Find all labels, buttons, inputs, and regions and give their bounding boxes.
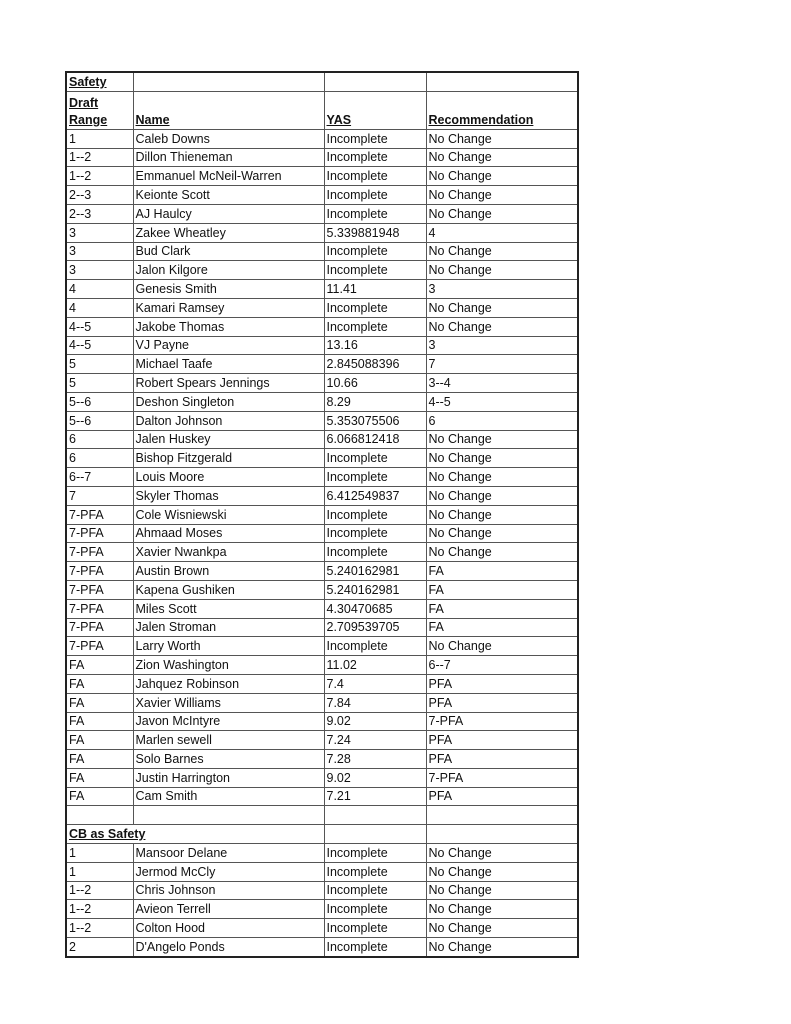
table-row: [66, 204, 578, 223]
table-row: [66, 468, 578, 487]
yas-cell: 5.240162981: [324, 580, 426, 599]
draft-range-cell: 3: [66, 242, 133, 261]
player-name-cell: Genesis Smith: [133, 280, 324, 299]
draft-range-cell: 7-PFA: [66, 562, 133, 581]
yas-cell: Incomplete: [324, 505, 426, 524]
table-row: [66, 242, 578, 261]
player-name-cell: VJ Payne: [133, 336, 324, 355]
table-row: [66, 618, 578, 637]
section-title: Safety: [66, 72, 133, 91]
recommendation-cell: No Change: [426, 261, 578, 280]
table-row: [66, 374, 578, 393]
player-name-cell: Bishop Fitzgerald: [133, 449, 324, 468]
player-name-cell: Louis Moore: [133, 468, 324, 487]
yas-cell: Incomplete: [324, 862, 426, 881]
player-name-cell: Xavier Williams: [133, 693, 324, 712]
recommendation-cell: FA: [426, 562, 578, 581]
player-name-cell: Skyler Thomas: [133, 486, 324, 505]
table-row: [66, 317, 578, 336]
recommendation-cell: FA: [426, 618, 578, 637]
draft-range-cell: FA: [66, 712, 133, 731]
yas-cell: Incomplete: [324, 938, 426, 957]
table-row: [66, 129, 578, 148]
table-row: [66, 261, 578, 280]
table-row: [66, 355, 578, 374]
empty-cell: [324, 72, 426, 91]
empty-cell: [133, 806, 324, 825]
draft-range-cell: FA: [66, 768, 133, 787]
recommendation-cell: No Change: [426, 317, 578, 336]
player-name-cell: Justin Harrington: [133, 768, 324, 787]
draft-range-cell: 1: [66, 129, 133, 148]
yas-cell: 9.02: [324, 712, 426, 731]
empty-cell: [324, 825, 426, 844]
yas-cell: 5.339881948: [324, 223, 426, 242]
player-name-cell: Austin Brown: [133, 562, 324, 581]
recommendation-cell: No Change: [426, 524, 578, 543]
yas-cell: 7.4: [324, 674, 426, 693]
recommendation-cell: No Change: [426, 862, 578, 881]
draft-range-cell: 5: [66, 374, 133, 393]
player-name-cell: Solo Barnes: [133, 750, 324, 769]
draft-range-cell: 7-PFA: [66, 580, 133, 599]
draft-range-cell: 4--5: [66, 317, 133, 336]
recommendation-cell: No Change: [426, 637, 578, 656]
yas-cell: Incomplete: [324, 637, 426, 656]
draft-range-cell: 2: [66, 938, 133, 957]
recommendation-cell: 6: [426, 411, 578, 430]
table-row: [66, 505, 578, 524]
recommendation-cell: No Change: [426, 543, 578, 562]
player-name-cell: Kamari Ramsey: [133, 298, 324, 317]
yas-cell: Incomplete: [324, 261, 426, 280]
table-row: [66, 449, 578, 468]
player-name-cell: Jakobe Thomas: [133, 317, 324, 336]
yas-cell: Incomplete: [324, 844, 426, 863]
table-row: [66, 938, 578, 957]
cb-section-title: CB as Safety: [66, 825, 324, 844]
recommendation-cell: No Change: [426, 167, 578, 186]
table-row: [66, 750, 578, 769]
table-row: [66, 919, 578, 938]
table-row: [66, 280, 578, 299]
player-name-cell: Avieon Terrell: [133, 900, 324, 919]
recommendation-cell: FA: [426, 599, 578, 618]
player-name-cell: AJ Haulcy: [133, 204, 324, 223]
recommendation-cell: 3--4: [426, 374, 578, 393]
recommendation-cell: 4--5: [426, 392, 578, 411]
draft-range-cell: FA: [66, 750, 133, 769]
empty-cell: [133, 72, 324, 91]
draft-range-cell: 6--7: [66, 468, 133, 487]
player-name-cell: Marlen sewell: [133, 731, 324, 750]
table-row: [66, 693, 578, 712]
table-row: [66, 392, 578, 411]
player-name-cell: Caleb Downs: [133, 129, 324, 148]
empty-cell: [426, 806, 578, 825]
yas-cell: 7.24: [324, 731, 426, 750]
yas-cell: Incomplete: [324, 242, 426, 261]
player-name-cell: Cam Smith: [133, 787, 324, 806]
draft-range-cell: 3: [66, 261, 133, 280]
recommendation-cell: No Change: [426, 430, 578, 449]
recommendation-cell: No Change: [426, 298, 578, 317]
recommendation-cell: FA: [426, 580, 578, 599]
draft-range-cell: 1: [66, 844, 133, 863]
yas-cell: 5.240162981: [324, 562, 426, 581]
table-row: [66, 881, 578, 900]
player-name-cell: Miles Scott: [133, 599, 324, 618]
recommendation-cell: No Change: [426, 449, 578, 468]
draft-range-cell: 7: [66, 486, 133, 505]
draft-range-cell: 2--3: [66, 204, 133, 223]
yas-cell: Incomplete: [324, 167, 426, 186]
recommendation-cell: No Change: [426, 938, 578, 957]
yas-cell: 13.16: [324, 336, 426, 355]
yas-cell: 7.21: [324, 787, 426, 806]
draft-range-cell: 4: [66, 280, 133, 299]
yas-cell: Incomplete: [324, 543, 426, 562]
table-row: [66, 862, 578, 881]
header-recommendation: Recommendation: [426, 91, 578, 129]
player-name-cell: Mansoor Delane: [133, 844, 324, 863]
table-row: [66, 562, 578, 581]
empty-cell: [66, 806, 133, 825]
recommendation-cell: 7-PFA: [426, 768, 578, 787]
player-name-cell: Dalton Johnson: [133, 411, 324, 430]
recommendation-cell: PFA: [426, 731, 578, 750]
draft-range-cell: 1--2: [66, 919, 133, 938]
draft-range-cell: 5--6: [66, 392, 133, 411]
player-name-cell: Zakee Wheatley: [133, 223, 324, 242]
draft-range-cell: 7-PFA: [66, 524, 133, 543]
yas-cell: Incomplete: [324, 204, 426, 223]
table-row: [66, 411, 578, 430]
draft-range-cell: FA: [66, 731, 133, 750]
yas-cell: Incomplete: [324, 449, 426, 468]
yas-cell: Incomplete: [324, 186, 426, 205]
yas-cell: 7.84: [324, 693, 426, 712]
recommendation-cell: No Change: [426, 844, 578, 863]
player-name-cell: Bud Clark: [133, 242, 324, 261]
empty-cell: [426, 825, 578, 844]
recommendation-cell: No Change: [426, 505, 578, 524]
recommendation-cell: 7: [426, 355, 578, 374]
table-row: [66, 712, 578, 731]
player-name-cell: Larry Worth: [133, 637, 324, 656]
draft-range-cell: FA: [66, 787, 133, 806]
player-name-cell: Jalen Stroman: [133, 618, 324, 637]
player-name-cell: Jalen Huskey: [133, 430, 324, 449]
yas-cell: Incomplete: [324, 468, 426, 487]
recommendation-cell: PFA: [426, 674, 578, 693]
recommendation-cell: 7-PFA: [426, 712, 578, 731]
player-name-cell: D'Angelo Ponds: [133, 938, 324, 957]
player-name-cell: Dillon Thieneman: [133, 148, 324, 167]
draft-range-cell: 3: [66, 223, 133, 242]
header-draft-line1: Draft: [69, 95, 99, 110]
recommendation-cell: PFA: [426, 693, 578, 712]
yas-cell: 10.66: [324, 374, 426, 393]
player-name-cell: Keionte Scott: [133, 186, 324, 205]
yas-cell: 11.02: [324, 656, 426, 675]
draft-range-cell: 1--2: [66, 900, 133, 919]
draft-range-cell: 1--2: [66, 148, 133, 167]
player-name-cell: Xavier Nwankpa: [133, 543, 324, 562]
yas-cell: 6.412549837: [324, 486, 426, 505]
table-row: [66, 223, 578, 242]
yas-cell: Incomplete: [324, 129, 426, 148]
header-draft-line2: Range: [69, 112, 108, 127]
yas-cell: 4.30470685: [324, 599, 426, 618]
player-name-cell: Deshon Singleton: [133, 392, 324, 411]
draft-range-cell: FA: [66, 656, 133, 675]
table-row: [66, 674, 578, 693]
yas-cell: 5.353075506: [324, 411, 426, 430]
draft-range-cell: 7-PFA: [66, 543, 133, 562]
draft-range-cell: 7-PFA: [66, 637, 133, 656]
table-row: [66, 580, 578, 599]
recommendation-cell: 3: [426, 336, 578, 355]
yas-cell: Incomplete: [324, 148, 426, 167]
player-name-cell: Emmanuel McNeil-Warren: [133, 167, 324, 186]
recommendation-cell: No Change: [426, 148, 578, 167]
yas-cell: 2.845088396: [324, 355, 426, 374]
recommendation-cell: 4: [426, 223, 578, 242]
recommendation-cell: PFA: [426, 750, 578, 769]
table-row: [66, 167, 578, 186]
yas-cell: 6.066812418: [324, 430, 426, 449]
player-name-cell: Jalon Kilgore: [133, 261, 324, 280]
recommendation-cell: 6--7: [426, 656, 578, 675]
recommendation-cell: No Change: [426, 129, 578, 148]
recommendation-cell: No Change: [426, 881, 578, 900]
yas-cell: 2.709539705: [324, 618, 426, 637]
table-row: [66, 336, 578, 355]
recommendation-cell: No Change: [426, 468, 578, 487]
draft-range-cell: 2--3: [66, 186, 133, 205]
yas-cell: Incomplete: [324, 919, 426, 938]
draft-range-cell: 7-PFA: [66, 505, 133, 524]
table-row: [66, 637, 578, 656]
player-name-cell: Colton Hood: [133, 919, 324, 938]
table-row: [66, 186, 578, 205]
header-draft-range: [66, 91, 133, 129]
safety-table: [65, 71, 579, 958]
draft-range-cell: 7-PFA: [66, 599, 133, 618]
draft-range-cell: 1--2: [66, 167, 133, 186]
yas-cell: 8.29: [324, 392, 426, 411]
empty-cell: [324, 806, 426, 825]
player-name-cell: Javon McIntyre: [133, 712, 324, 731]
draft-range-cell: 6: [66, 430, 133, 449]
player-name-cell: Michael Taafe: [133, 355, 324, 374]
recommendation-cell: No Change: [426, 204, 578, 223]
table-row: [66, 543, 578, 562]
draft-range-cell: 1: [66, 862, 133, 881]
header-yas: YAS: [324, 91, 426, 129]
header-row: [66, 91, 578, 129]
table-row: [66, 430, 578, 449]
table-row: [66, 298, 578, 317]
header-name: Name: [133, 91, 324, 129]
table-row: [66, 524, 578, 543]
table-row: [66, 844, 578, 863]
table-row: [66, 656, 578, 675]
draft-range-cell: 7-PFA: [66, 618, 133, 637]
player-name-cell: Kapena Gushiken: [133, 580, 324, 599]
table-row: [66, 768, 578, 787]
draft-range-cell: 5: [66, 355, 133, 374]
draft-range-cell: 1--2: [66, 881, 133, 900]
table-row: [66, 900, 578, 919]
recommendation-cell: No Change: [426, 186, 578, 205]
draft-range-cell: FA: [66, 693, 133, 712]
draft-range-cell: 4: [66, 298, 133, 317]
yas-cell: Incomplete: [324, 900, 426, 919]
recommendation-cell: No Change: [426, 242, 578, 261]
table-row: [66, 148, 578, 167]
empty-cell: [426, 72, 578, 91]
yas-cell: 7.28: [324, 750, 426, 769]
draft-range-cell: 6: [66, 449, 133, 468]
yas-cell: Incomplete: [324, 524, 426, 543]
empty-row: [66, 806, 578, 825]
player-name-cell: Chris Johnson: [133, 881, 324, 900]
player-name-cell: Ahmaad Moses: [133, 524, 324, 543]
yas-cell: Incomplete: [324, 881, 426, 900]
table-row: [66, 599, 578, 618]
yas-cell: 11.41: [324, 280, 426, 299]
player-name-cell: Robert Spears Jennings: [133, 374, 324, 393]
recommendation-cell: No Change: [426, 900, 578, 919]
table-row: [66, 486, 578, 505]
yas-cell: Incomplete: [324, 298, 426, 317]
recommendation-cell: PFA: [426, 787, 578, 806]
table-row: [66, 731, 578, 750]
table-row: [66, 787, 578, 806]
player-name-cell: Jahquez Robinson: [133, 674, 324, 693]
player-name-cell: Jermod McCly: [133, 862, 324, 881]
recommendation-cell: No Change: [426, 486, 578, 505]
draft-range-cell: FA: [66, 674, 133, 693]
title-row: [66, 72, 578, 91]
player-name-cell: Zion Washington: [133, 656, 324, 675]
yas-cell: Incomplete: [324, 317, 426, 336]
player-name-cell: Cole Wisniewski: [133, 505, 324, 524]
draft-range-cell: 4--5: [66, 336, 133, 355]
recommendation-cell: No Change: [426, 919, 578, 938]
cb-section-row: [66, 825, 578, 844]
recommendation-cell: 3: [426, 280, 578, 299]
draft-range-cell: 5--6: [66, 411, 133, 430]
yas-cell: 9.02: [324, 768, 426, 787]
